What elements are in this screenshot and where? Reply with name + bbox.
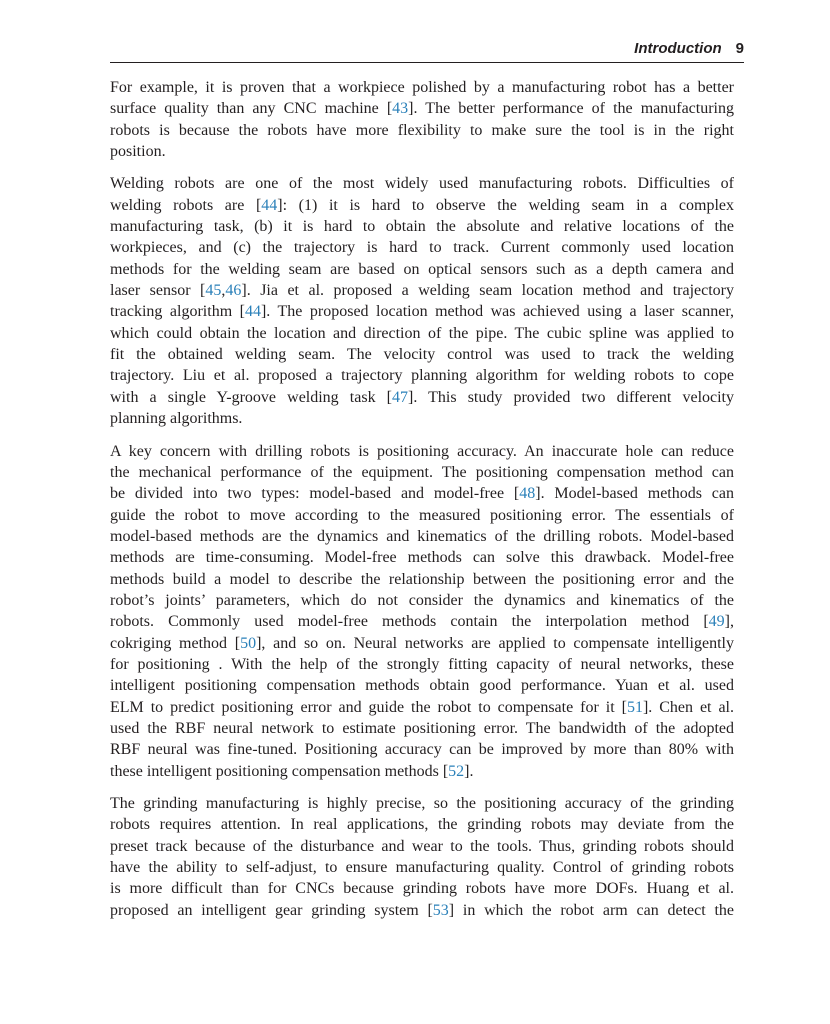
text-line: robots is because the robots have more flexibility to make sure the tool is in the right [110, 121, 734, 139]
citation-link[interactable]: 50 [240, 634, 257, 652]
text-line: workpieces, and (c) the trajectory is hard to track. Current commonly used location [110, 239, 734, 257]
text-line: preset track because of the disturbance and wear to the tools. Thus, grinding robots should [110, 837, 734, 855]
text-line: trajectory. Liu et al. proposed a trajectory planning algorithm for welding robots to cope [110, 367, 734, 385]
text-line: cokriging method [50], and so on. Neural networks are applied to compensate intelligently [110, 634, 734, 652]
text-line: surface quality than any CNC machine [43]. The better performance of the manufacturing [110, 100, 734, 118]
text-line: laser sensor [45,46]. Jia et al. proposed a welding seam location method and trajectory [110, 282, 734, 300]
paragraph [110, 793, 734, 921]
citation-link[interactable]: 45 [205, 282, 222, 300]
text-line: methods build a model to describe the relationship between the positioning error and the [110, 570, 734, 588]
text-line: robot’s joints’ parameters, which do not consider the dynamics and kinematics of the [110, 591, 734, 609]
text-line: fit the obtained welding seam. The velocity control was used to track the welding [110, 346, 734, 364]
running-head [110, 38, 744, 63]
citation-link[interactable]: 43 [392, 100, 409, 118]
text-line: with a single Y-groove welding task [47]. This study provided two different velocity [110, 388, 735, 406]
text-line: for positioning . With the help of the strongly fitting capacity of neural networks, these [110, 655, 734, 673]
body-text [110, 77, 734, 932]
text-line: robots requires attention. In real applications, the grinding robots may deviate from the [110, 816, 734, 834]
paragraph [110, 441, 734, 783]
page-number: 9 [735, 40, 744, 57]
text-line: manufacturing task, (b) it is hard to obtain the absolute and relative locations of the [110, 218, 734, 236]
text-line: which could obtain the location and direction of the pipe. The cubic spline was applied to [110, 324, 734, 342]
citation-link[interactable]: 49 [708, 613, 725, 631]
text-line: welding robots are [44]: (1) it is hard to observe the welding seam in a complex [110, 196, 735, 214]
text-line: planning algorithms. [110, 410, 243, 428]
text-line: methods are time-consuming. Model-free methods can solve this drawback. Model-free [110, 549, 734, 567]
text-line: The grinding manufacturing is highly precise, so the positioning accuracy of the grinding [110, 795, 734, 812]
section-title: Introduction [634, 40, 722, 57]
text-line: RBF neural was fine-tuned. Positioning accuracy can be improved by more than 80% with [110, 741, 734, 759]
citation-link[interactable]: 46 [225, 282, 242, 300]
paragraph [110, 77, 734, 162]
paragraph [110, 173, 734, 429]
text-line: tracking algorithm [44]. The proposed location method was achieved using a laser scanner, [110, 303, 734, 321]
text-line: ELM to predict positioning error and guide the robot to compensate for it [51]. Chen et al. [110, 698, 734, 716]
citation-link[interactable]: 53 [432, 901, 449, 919]
text-line: be divided into two types: model-based and model-free [48]. Model-based methods can [110, 485, 735, 503]
text-line: have the ability to self-adjust, to ensure manufacturing quality. Control of grinding robots [110, 859, 734, 877]
text-line: proposed an intelligent gear grinding system [53] in which the robot arm can detect the [110, 901, 734, 919]
text-line: model-based methods are the dynamics and kinematics of the drilling robots. Model-based [110, 527, 734, 545]
text-line: intelligent positioning compensation methods obtain good performance. Yuan et al. used [110, 677, 734, 695]
text-line: robots. Commonly used model-free methods contain the interpolation method [49], [110, 613, 734, 631]
running-head-text [634, 40, 744, 58]
text-line: methods for the welding seam are based on optical sensors such as a depth camera and [110, 260, 734, 278]
text-line: the mechanical performance of the equipment. The positioning compensation method can [110, 463, 734, 481]
citation-link[interactable]: 47 [392, 388, 408, 406]
citation-link[interactable]: 44 [261, 196, 278, 214]
text-line: For example, it is proven that a workpiece polished by a manufacturing robot has a better [110, 79, 734, 96]
text-line: Welding robots are one of the most widely used manufacturing robots. Difficulties of [110, 175, 734, 193]
text-line: these intelligent positioning compensation methods [52]. [110, 762, 474, 780]
citation-link[interactable]: 51 [626, 698, 643, 716]
citation-link[interactable]: 44 [244, 303, 261, 321]
citation-link[interactable]: 52 [448, 762, 465, 780]
text-line: guide the robot to move according to the measured positioning error. The essentials of [110, 506, 734, 524]
text-line: is more difficult than for CNCs because grinding robots have more DOFs. Huang et al. [110, 880, 734, 898]
text-line: position. [110, 143, 166, 161]
text-line: used the RBF neural network to estimate positioning error. The bandwidth of the adopted [110, 719, 734, 737]
citation-link[interactable]: 48 [519, 485, 536, 503]
text-line: A key concern with drilling robots is positioning accuracy. An inaccurate hole can reduce [110, 442, 734, 460]
